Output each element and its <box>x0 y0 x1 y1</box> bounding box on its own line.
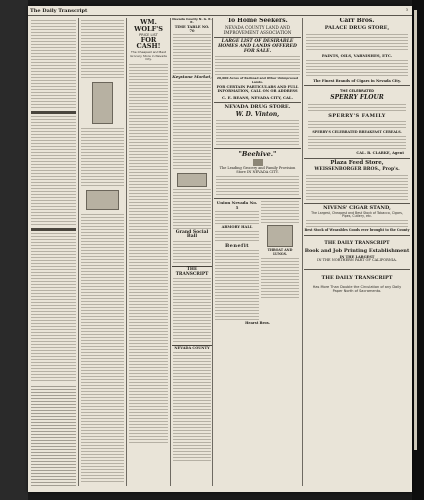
column-1-news <box>30 18 77 486</box>
feed-text <box>306 175 408 201</box>
largest-line: IN THE LARGEST <box>339 254 375 259</box>
carr-bros-heading: Carr Bros. <box>339 18 375 24</box>
county-text <box>173 352 211 462</box>
column-rule <box>212 18 213 486</box>
sperry-text <box>308 121 406 129</box>
weissenborger-bros: WEISSENBORGER BROS., Prop's. <box>314 166 400 172</box>
sperry-flour-heading: SPERRY FLOUR <box>330 94 384 102</box>
column-5 <box>304 18 410 486</box>
armory-heading: ARMORY HALL <box>221 224 253 229</box>
wolf-price-list: PRICE LIST <box>139 32 158 37</box>
section-divider <box>31 228 76 231</box>
sperry-family: SPERRY'S FAMILY <box>328 112 386 119</box>
beehive-icon <box>253 159 263 166</box>
nevada-county-heading: NEVADA COUNTY <box>172 345 212 351</box>
plaza-feed-store: Plaza Feed Store, <box>330 160 384 167</box>
market-text <box>173 81 211 171</box>
column-rule <box>78 18 79 486</box>
column-wolf-ad <box>128 18 169 486</box>
beehive-text <box>216 176 299 196</box>
news-text-block <box>31 20 76 110</box>
beehive-subtitle: The Leading Grocery and Family Provision Store IN NEVADA CITY. <box>219 166 296 174</box>
portrait-illustration <box>267 225 293 247</box>
drug-text <box>216 120 299 146</box>
transcript-heading: THE TRANSCRIPT <box>172 266 212 277</box>
news-text-block <box>31 116 76 226</box>
beehive-heading: "Beehive." <box>238 150 277 159</box>
news-text-block <box>81 214 124 484</box>
nivens-cigar-stand: NIVENS' CIGAR STAND, <box>323 204 391 211</box>
paints-text <box>306 60 408 78</box>
column-rule <box>170 18 171 486</box>
northern-line: IN THE NORTHERN PART OF CALIFORNIA. <box>317 258 397 263</box>
large-list-heading: LARGE LIST OF DESIRABLE HOMES AND LANDS OFFERED FOR SALE. <box>218 39 297 54</box>
sperry-text <box>308 136 406 150</box>
ball-text <box>173 241 211 265</box>
nivens-text <box>306 220 408 228</box>
farms-line: 20,000 Acres of Railroad and Other Unimproved Lands. <box>216 76 299 84</box>
keystone-market: Keystone Market, <box>172 74 212 80</box>
engraving-small <box>177 173 207 187</box>
page-gutter <box>414 10 417 450</box>
railroad-heading: Nevada County N. G. R. R. <box>172 18 212 25</box>
news-text-block <box>81 20 124 80</box>
hearst-line: Hearst Bros. <box>245 320 270 325</box>
wolf-name: WM. WOLF'S <box>134 18 163 33</box>
figure-illustration <box>92 82 113 124</box>
daily-transcript-heading-2: THE DAILY TRANSCRIPT <box>321 274 393 281</box>
celebrated-label: THE CELEBRATED <box>340 89 374 94</box>
news-text-block <box>81 128 124 188</box>
market-text <box>173 189 211 229</box>
vinton-name: W. D. Vinton, <box>235 110 280 118</box>
column-2 <box>80 18 125 486</box>
section-divider <box>31 111 76 114</box>
wolf-subtitle: The Cheapest and Best Grocery Store in Nevada City. <box>130 50 167 62</box>
land-text <box>215 56 300 76</box>
association-heading: NEVADA COUNTY LAND AND IMPROVEMENT ASSOCIATION <box>223 25 292 35</box>
daily-transcript-heading: THE DAILY TRANSCRIPT <box>324 240 390 246</box>
info-heading: FOR CERTAIN PARTICULARS AND FULL INFORMATION, CALL ON OR ADDRESS <box>216 85 299 93</box>
sperry-text <box>308 104 406 112</box>
column-rule <box>302 18 303 486</box>
timetable-heading: TIME TABLE NO. 70 <box>174 24 210 33</box>
hearst-text <box>261 201 299 223</box>
price-list-lines <box>129 64 168 444</box>
armory-text <box>215 231 259 243</box>
column-4 <box>214 18 301 486</box>
palace-text <box>306 34 408 52</box>
cigars-line: The Finest Brands of Cigars in Nevada City. <box>313 78 401 83</box>
grand-social-ball: Grand Social Ball <box>175 229 209 240</box>
circulation-line: Has More Than Double the Circulation of any Daily Paper North of Sacramento. <box>312 285 402 294</box>
palace-drug-store: PALACE DRUG STORE, <box>324 25 390 32</box>
benefit-heading: Benefit <box>224 242 250 249</box>
right-page-edge <box>412 0 424 500</box>
home-seekers-heading: To Home Seekers. <box>227 18 288 24</box>
column-3 <box>172 18 212 486</box>
agent-line: C. E. BEANS, NEVADA CITY, CAL. <box>222 94 293 100</box>
timetable-lines <box>173 34 211 74</box>
news-text-block <box>31 233 76 383</box>
column-rule <box>126 18 127 486</box>
wearables-line: Best Stock of Wearables Goods ever brought to the County <box>304 228 410 233</box>
ads-text-block <box>31 386 76 486</box>
newspaper-page <box>28 6 412 492</box>
page-number: 3 <box>405 8 408 12</box>
throat-lungs: THROAT AND LUNGS. <box>267 248 293 256</box>
book-job-printing: Book and Job Printing Establishment <box>304 248 410 255</box>
engraving-illustration <box>86 190 119 210</box>
header-rule <box>28 15 412 16</box>
union-heading: Union Nevada No. 5 <box>216 200 258 210</box>
drug-store-heading: NEVADA DRUG STORE. <box>224 103 291 110</box>
nivens-pipes: The Largest, Cheapest and Best Stock of Tobacco, Cigars, Pipes, Cutlery, etc. <box>311 210 403 219</box>
left-margin-shadow <box>0 0 28 500</box>
clarke-agent: CAL. B. CLARKE, Agent <box>356 151 404 156</box>
medicine-text <box>261 258 299 298</box>
masthead-title: The Daily Transcript <box>30 8 88 14</box>
benefit-text <box>215 250 259 320</box>
paints-line: PAINTS, OILS, VARNISHES, ETC. <box>321 52 393 58</box>
transcript-text <box>173 278 211 344</box>
union-text <box>215 211 259 225</box>
wolf-for-cash: FOR CASH! <box>136 35 161 51</box>
breakfast-cereals: SPERRY'S CELEBRATED BREAKFAST CEREALS. <box>312 129 402 134</box>
